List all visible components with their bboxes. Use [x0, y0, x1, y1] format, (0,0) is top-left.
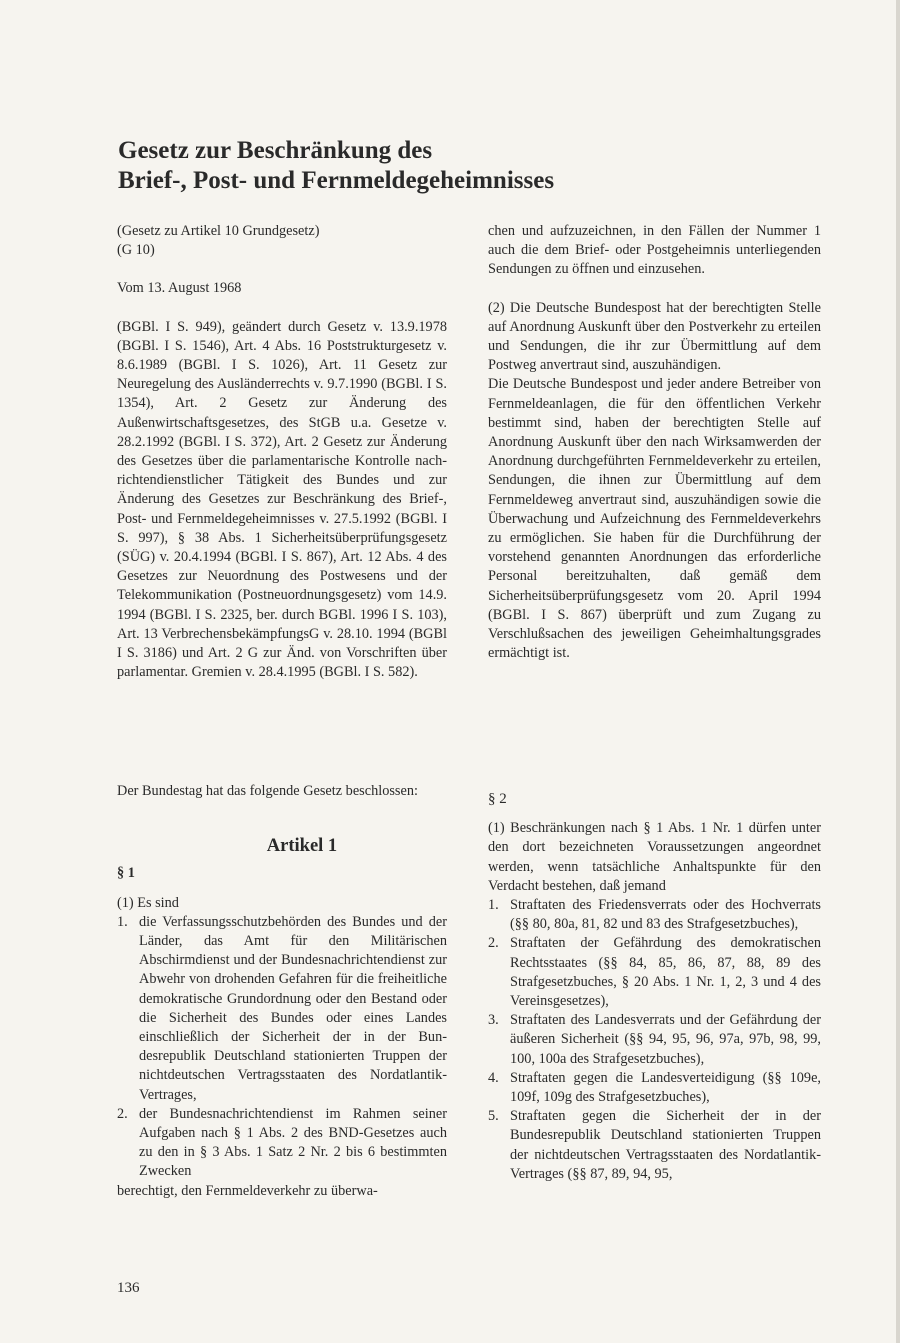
section1-list [117, 913, 447, 1182]
document-title [118, 136, 738, 196]
list-item-number: 1. [117, 913, 128, 930]
subtitle-line-2: (G 10) [117, 242, 155, 259]
list-item-text: Straftaten des Friedensverrats oder des Hochverrats (§§ 80, 80a, 81, 82 und 83 des Strafgesetzbuches), [510, 897, 821, 933]
list-item [488, 1107, 821, 1184]
list-item-number: 3. [488, 1012, 499, 1029]
list-item [488, 1069, 821, 1107]
section2-sign: § 2 [488, 791, 507, 807]
list-item [117, 1105, 447, 1182]
amendment-citation: (BGBl. I S. 949), geändert durch Gesetz v. 13.9.1978 (BGBl. I S. 1546), Art. 4 Abs. 16 Poststrukturgesetz v. 8.6.1989 (BGBl. I S. 1026), Art. 11 Gesetz zur Neuregelung des Ausländerrechts v. 9.7.1990 (BGBl. I S. 1354), Art. 2 Gesetz zur Änderung des Außenwirtschaftsgesetzes, des StGB u.a. Gesetze v. 28.2.1992 (BGBl. I S. 372), Art. 2 Gesetz zur Änderung des Gesetzes über die parlamentarische Kontrolle nachrichtendienstlicher Tätigkeit des Bundes und zur Änderung des Gesetzes zur Beschränkung des Brief-, Post- und Fernmeldegeheimnisses v. 27.5.1992 (BGBl. I S. 997), § 38 Abs. 1 Sicherheitsüberprüfungsgesetz (SÜG) v. 20.4.1994 (BGBl. I S. 867), Art. 12 Abs. 4 des Gesetzes zur Neuordnung des Postwesens und der Telekommunikation (Postneuordnungsgesetz) vom 14.9. 1994 (BGBl. I S. 2325, ber. durch BGBl. 1996 I S. 103), Art. 13 VerbrechensbekämpfungsG v. 28.10. 1994 (BGBl I S. 3186) und Art. 2 G zur Änd. von Vorschriften über parlamentar. Gremien v. 28.4.1995 (BGBl. I S. 582). [117, 318, 447, 681]
section2-list [488, 896, 821, 1184]
list-item [117, 913, 447, 1105]
list-item [488, 1011, 821, 1069]
list-item-number: 2. [117, 1105, 128, 1122]
list-item [488, 934, 821, 1011]
section2-intro: (1) Beschränkungen nach § 1 Abs. 1 Nr. 1 dürfen unter den dort bezeichneten Voraussetzungen angeordnet werden, wenn tatsächliche Anhaltspunkte für den Verdacht bestehen, daß jemand [488, 820, 821, 894]
section1-intro: (1) Es sind [117, 894, 179, 911]
promulgation-date: Vom 13. August 1968 [117, 280, 242, 297]
subtitle-line-1: (Gesetz zu Artikel 10 Grundgesetz) [117, 223, 320, 239]
section1-para2-cont: Die Deutsche Bundespost und jeder andere Betreiber von Fernmeldeanlagen, die für den öffentlichen Verkehr bestimmt sind, haben der berechtigten Stelle auf Anordnung Auskunft über den nach Wirksamwerden der Anordnung durchgeführten Fernmeldeverkehr zu erteilen, Sendungen, die ihnen zur Übermittlung auf dem Fernmeldeweg anvertraut sind, auszuhändigen sowie die Überwachung und Aufzeichnung des Fernmeldeverkehrs zu ermöglichen. Sie haben für die Durchführung der vorstehend genannten Anordnungen das erforderliche Personal bereitzuhalten, daß gemäß dem Sicherheitsüberprüfungsgesetz vom 20. April 1994 (BGBl. I S. 867) überprüft und zum Zugang zu Verschlußsachen des jeweiligen Geheimhaltungsgrades ermächtigt ist. [488, 376, 821, 662]
list-item-text: Straftaten gegen die Landesverteidigung (§§ 109e, 109f, 109g des Strafgesetzbuches), [510, 1069, 821, 1106]
section1-sign: § 1 [117, 865, 135, 882]
list-item-text: Straftaten des Landesverrats und der Gefährdung der äußeren Sicherheit (§§ 94, 95, 96, 97a, 97b, 98, 99, 100, 100a des Strafgesetzbuches), [510, 1012, 821, 1067]
list-item-number: 2. [488, 935, 499, 952]
left-column-top [117, 222, 447, 682]
list-item-text: die Verfassungsschutzbehörden des Bundes und der Länder, das Amt für den Militärischen Abschirmdienst und der Bundesnachrichtendienst zur Abwehr von drohenden Gefahren für die freiheitliche demokratische Grundordnung oder den Bestand oder die Sicherheit des Bundes oder eines Landes einschließlich der Sicherheit der in der Bundesrepublik Deutschland stationierten Truppen der nichtdeutschen Vertragsstaaten des Nordatlantik-Vertrages, [139, 913, 447, 1103]
section1-para2: (2) Die Deutsche Bundespost hat der berechtigten Stelle auf Anordnung Auskunft über den Postverkehr zu erteilen und Sendungen, die ihr zur Übermittlung auf dem Postweg anvertraut sind, auszuhändigen. [488, 299, 821, 374]
right-column-bottom [488, 790, 821, 1184]
preamble: Der Bundestag hat das folgende Gesetz beschlossen: [117, 783, 418, 799]
list-item-text: der Bundesnachrichtendienst im Rahmen seiner Aufgaben nach § 1 Abs. 2 des BND-Gesetzes auch zu den in § 3 Abs. 1 Satz 2 Nr. 2 bis 6 bestimmten Zwecken [139, 1105, 447, 1180]
section1-tail: berechtigt, den Fernmeldeverkehr zu überwa- [117, 1182, 378, 1199]
list-item-text: Straftaten gegen die Sicherheit der in der Bundesrepublik Deutschland stationierten Truppen der nichtdeutschen Vertragsstaaten des Nordatlantik-Vertrages (§§ 87, 89, 94, 95, [510, 1108, 821, 1182]
title-line-1: Gesetz zur Beschränkung des [118, 137, 433, 164]
list-item-number: 5. [488, 1108, 499, 1125]
title-line-2: Brief-, Post- und Fernmeldegeheimnisses [118, 167, 555, 194]
continuation-text: chen und aufzuzeichnen, in den Fällen der Nummer 1 auch die dem Brief- oder Postgeheimnis unterliegenden Sendungen zu öffnen und einzusehen. [488, 223, 821, 278]
list-item-text: Straftaten der Gefährdung des demokratischen Rechtsstaates (§§ 84, 85, 86, 87, 88, 89 des Strafgesetzbuches, § 20 Abs. 1 Nr. 1, 2, 3 und 4 des Vereinsgesetzes), [510, 935, 821, 1010]
right-column-top [488, 222, 821, 663]
list-item-number: 4. [488, 1069, 499, 1086]
list-item [488, 896, 821, 934]
list-item-number: 1. [488, 897, 499, 914]
left-column-bottom [117, 782, 447, 1201]
artikel-heading: Artikel 1 [266, 836, 338, 857]
page-edge [896, 0, 900, 1343]
page-number: 136 [117, 1280, 140, 1296]
